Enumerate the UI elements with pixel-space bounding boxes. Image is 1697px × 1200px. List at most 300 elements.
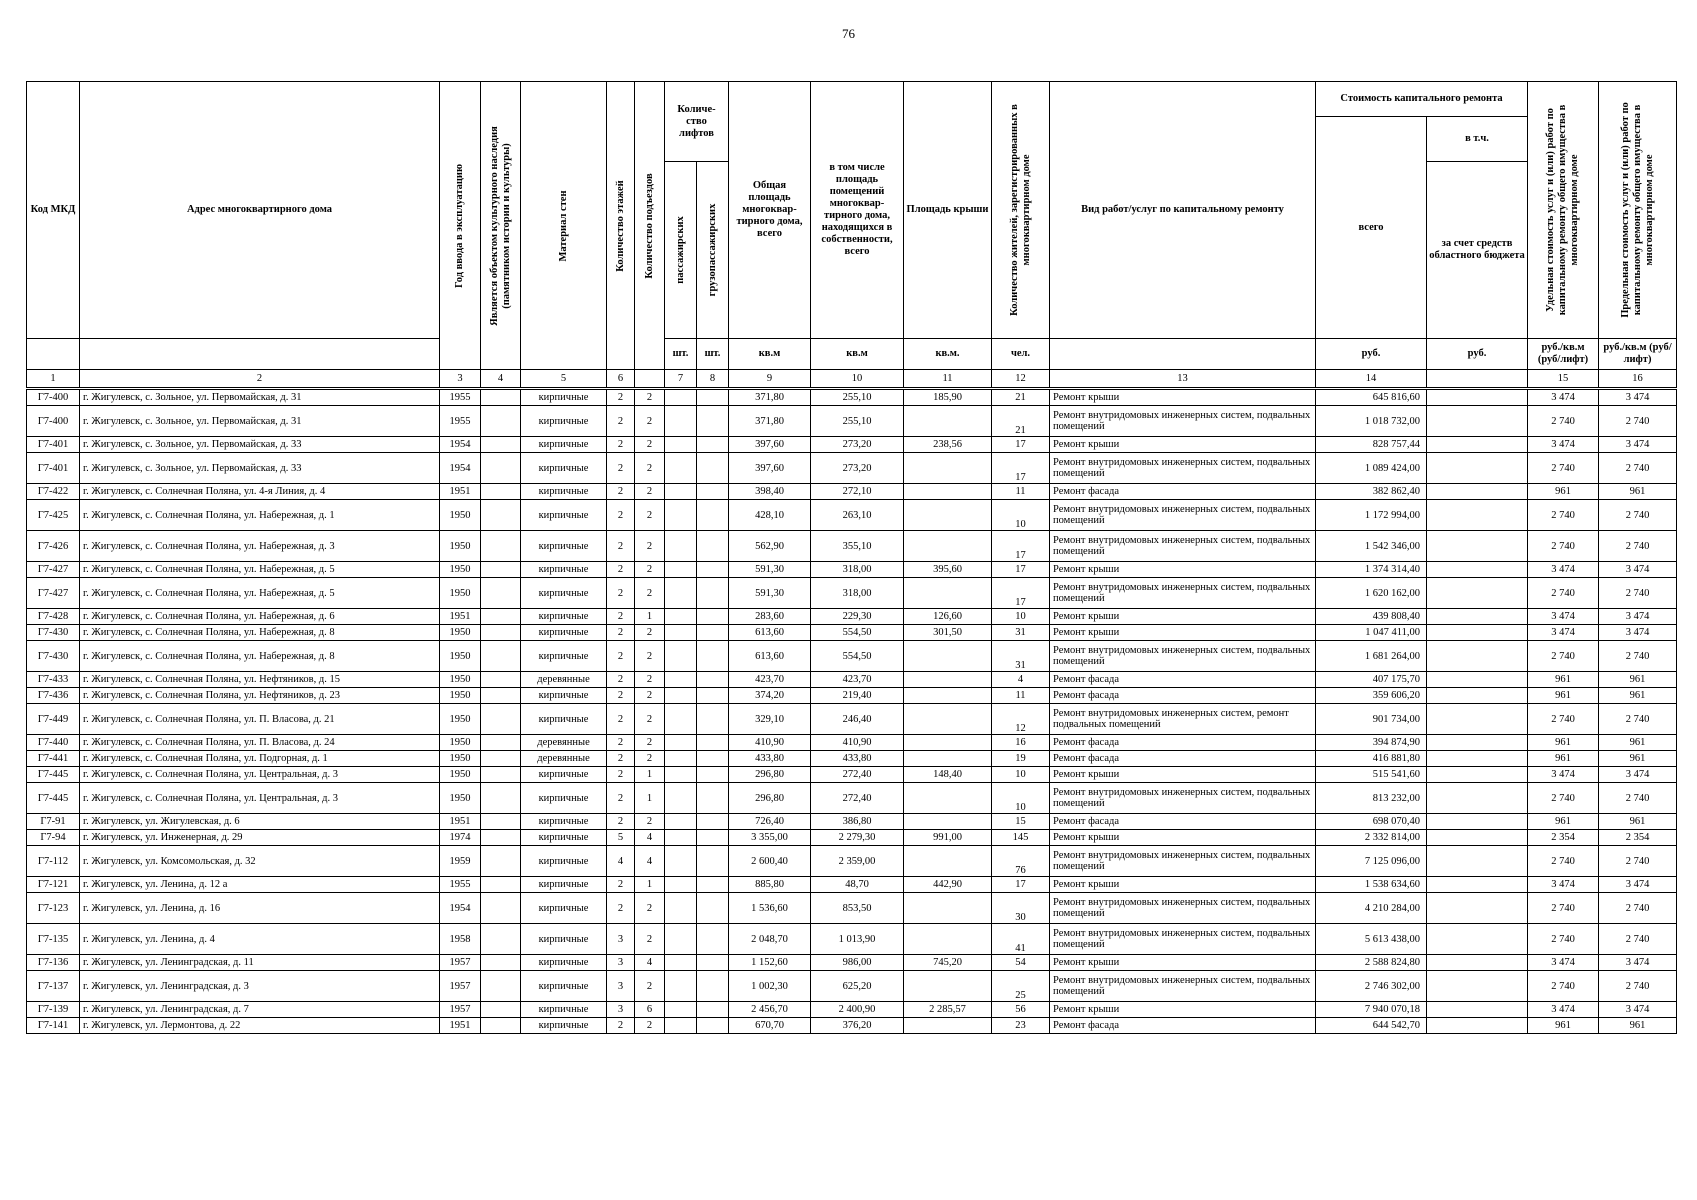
colnum-9: 9 bbox=[729, 370, 811, 389]
cell-cost-total: 828 757,44 bbox=[1316, 437, 1427, 453]
cell-cost-regional bbox=[1427, 484, 1528, 500]
table-row bbox=[27, 830, 1677, 846]
unit-cost-regional: руб. bbox=[1427, 339, 1528, 370]
table-row bbox=[27, 437, 1677, 453]
unit-total-area: кв.м bbox=[729, 339, 811, 370]
cell-heritage bbox=[481, 437, 521, 453]
unit-address-empty bbox=[80, 339, 440, 370]
cell-lifts-cargo bbox=[697, 672, 729, 688]
cell-work-type: Ремонт внутридомовых инженерных систем, ремонт подвальных помещений bbox=[1050, 704, 1316, 735]
cell-limit-cost: 2 740 bbox=[1599, 500, 1677, 531]
cell-heritage bbox=[481, 562, 521, 578]
cell-lifts-pass bbox=[665, 484, 697, 500]
cell-heritage bbox=[481, 767, 521, 783]
cell-limit-cost: 961 bbox=[1599, 1018, 1677, 1034]
table-row bbox=[27, 453, 1677, 484]
cell-floors: 2 bbox=[607, 562, 635, 578]
table-row bbox=[27, 751, 1677, 767]
cell-code: Г7-449 bbox=[27, 704, 80, 735]
cell-year: 1955 bbox=[440, 877, 481, 893]
cell-cost-total: 645 816,60 bbox=[1316, 389, 1427, 406]
header-limit-cost: Предельная стоимость услуг и (или) работ по капитальному ремонту общего имущества в многоквартирном доме bbox=[1599, 82, 1677, 339]
unit-residents: чел. bbox=[992, 339, 1050, 370]
cell-unit-cost: 3 474 bbox=[1528, 389, 1599, 406]
cell-material: деревянные bbox=[521, 751, 607, 767]
cell-cost-regional bbox=[1427, 767, 1528, 783]
cell-owned-area: 433,80 bbox=[811, 751, 904, 767]
cell-cost-regional bbox=[1427, 955, 1528, 971]
cell-roof-area bbox=[904, 641, 992, 672]
cell-unit-cost: 3 474 bbox=[1528, 955, 1599, 971]
colnum-5: 5 bbox=[521, 370, 607, 389]
cell-year: 1957 bbox=[440, 971, 481, 1002]
header-incl: в т.ч. bbox=[1427, 117, 1528, 162]
cell-unit-cost: 3 474 bbox=[1528, 562, 1599, 578]
table-row bbox=[27, 877, 1677, 893]
cell-total-area: 613,60 bbox=[729, 625, 811, 641]
cell-work-type: Ремонт внутридомовых инженерных систем, подвальных помещений bbox=[1050, 500, 1316, 531]
cell-address: г. Жигулевск, ул. Ленинградская, д. 11 bbox=[80, 955, 440, 971]
cell-lifts-cargo bbox=[697, 751, 729, 767]
capital-repair-table bbox=[26, 81, 1677, 1034]
cell-roof-area: 745,20 bbox=[904, 955, 992, 971]
cell-residents: 17 bbox=[992, 437, 1050, 453]
cell-owned-area: 355,10 bbox=[811, 531, 904, 562]
cell-material: кирпичные bbox=[521, 484, 607, 500]
cell-floors: 5 bbox=[607, 830, 635, 846]
cell-code: Г7-112 bbox=[27, 846, 80, 877]
cell-heritage bbox=[481, 531, 521, 562]
cell-lifts-pass bbox=[665, 783, 697, 814]
cell-cost-regional bbox=[1427, 893, 1528, 924]
cell-floors: 2 bbox=[607, 767, 635, 783]
cell-owned-area: 272,10 bbox=[811, 484, 904, 500]
cell-cost-regional bbox=[1427, 830, 1528, 846]
cell-lifts-cargo bbox=[697, 971, 729, 1002]
cell-unit-cost: 3 474 bbox=[1528, 767, 1599, 783]
cell-roof-area bbox=[904, 971, 992, 1002]
cell-entrances: 4 bbox=[635, 846, 665, 877]
cell-owned-area: 255,10 bbox=[811, 389, 904, 406]
cell-roof-area: 185,90 bbox=[904, 389, 992, 406]
cell-work-type: Ремонт крыши bbox=[1050, 877, 1316, 893]
cell-floors: 2 bbox=[607, 783, 635, 814]
cell-cost-total: 439 808,40 bbox=[1316, 609, 1427, 625]
cell-lifts-pass bbox=[665, 955, 697, 971]
cell-year: 1950 bbox=[440, 625, 481, 641]
cell-unit-cost: 2 740 bbox=[1528, 531, 1599, 562]
cell-owned-area: 386,80 bbox=[811, 814, 904, 830]
cell-residents: 16 bbox=[992, 735, 1050, 751]
table-row bbox=[27, 1002, 1677, 1018]
cell-floors: 2 bbox=[607, 437, 635, 453]
cell-year: 1954 bbox=[440, 453, 481, 484]
cell-code: Г7-427 bbox=[27, 562, 80, 578]
cell-roof-area bbox=[904, 814, 992, 830]
cell-heritage bbox=[481, 735, 521, 751]
cell-entrances: 2 bbox=[635, 1018, 665, 1034]
cell-address: г. Жигулевск, с. Солнечная Поляна, ул. Набережная, д. 3 bbox=[80, 531, 440, 562]
cell-owned-area: 625,20 bbox=[811, 971, 904, 1002]
cell-lifts-cargo bbox=[697, 389, 729, 406]
cell-address: г. Жигулевск, ул. Лермонтова, д. 22 bbox=[80, 1018, 440, 1034]
cell-limit-cost: 961 bbox=[1599, 814, 1677, 830]
cell-roof-area: 148,40 bbox=[904, 767, 992, 783]
cell-material: кирпичные bbox=[521, 453, 607, 484]
cell-code: Г7-445 bbox=[27, 783, 80, 814]
cell-residents: 10 bbox=[992, 767, 1050, 783]
cell-limit-cost: 3 474 bbox=[1599, 389, 1677, 406]
cell-limit-cost: 2 740 bbox=[1599, 453, 1677, 484]
cell-unit-cost: 3 474 bbox=[1528, 437, 1599, 453]
cell-cost-total: 1 047 411,00 bbox=[1316, 625, 1427, 641]
table-row bbox=[27, 500, 1677, 531]
cell-residents: 54 bbox=[992, 955, 1050, 971]
cell-limit-cost: 2 740 bbox=[1599, 531, 1677, 562]
colnum-14: 14 bbox=[1316, 370, 1427, 389]
cell-roof-area: 301,50 bbox=[904, 625, 992, 641]
cell-entrances: 2 bbox=[635, 437, 665, 453]
cell-lifts-pass bbox=[665, 893, 697, 924]
cell-total-area: 1 152,60 bbox=[729, 955, 811, 971]
cell-lifts-pass bbox=[665, 971, 697, 1002]
cell-residents: 12 bbox=[992, 704, 1050, 735]
table-row bbox=[27, 971, 1677, 1002]
cell-lifts-pass bbox=[665, 609, 697, 625]
cell-total-area: 1 002,30 bbox=[729, 971, 811, 1002]
cell-code: Г7-422 bbox=[27, 484, 80, 500]
table-row bbox=[27, 672, 1677, 688]
table-row bbox=[27, 389, 1677, 406]
cell-lifts-pass bbox=[665, 453, 697, 484]
cell-cost-total: 698 070,40 bbox=[1316, 814, 1427, 830]
cell-owned-area: 246,40 bbox=[811, 704, 904, 735]
cell-work-type: Ремонт фасада bbox=[1050, 1018, 1316, 1034]
cell-year: 1950 bbox=[440, 641, 481, 672]
cell-year: 1951 bbox=[440, 1018, 481, 1034]
cell-work-type: Ремонт крыши bbox=[1050, 767, 1316, 783]
cell-owned-area: 318,00 bbox=[811, 562, 904, 578]
cell-cost-total: 2 588 824,80 bbox=[1316, 955, 1427, 971]
cell-unit-cost: 2 740 bbox=[1528, 641, 1599, 672]
cell-limit-cost: 961 bbox=[1599, 688, 1677, 704]
cell-unit-cost: 961 bbox=[1528, 672, 1599, 688]
table-row bbox=[27, 531, 1677, 562]
cell-address: г. Жигулевск, с. Солнечная Поляна, ул. 4-я Линия, д. 4 bbox=[80, 484, 440, 500]
cell-cost-total: 1 089 424,00 bbox=[1316, 453, 1427, 484]
cell-cost-regional bbox=[1427, 971, 1528, 1002]
cell-work-type: Ремонт внутридомовых инженерных систем, подвальных помещений bbox=[1050, 406, 1316, 437]
cell-lifts-cargo bbox=[697, 484, 729, 500]
cell-material: кирпичные bbox=[521, 971, 607, 1002]
cell-year: 1951 bbox=[440, 609, 481, 625]
cell-material: кирпичные bbox=[521, 406, 607, 437]
colnum-10: 10 bbox=[811, 370, 904, 389]
table-header bbox=[27, 82, 1677, 389]
cell-entrances: 2 bbox=[635, 688, 665, 704]
cell-work-type: Ремонт крыши bbox=[1050, 830, 1316, 846]
cell-address: г. Жигулевск, с. Зольное, ул. Первомайская, д. 31 bbox=[80, 389, 440, 406]
cell-cost-regional bbox=[1427, 389, 1528, 406]
colnum-blank-2 bbox=[1427, 370, 1528, 389]
cell-owned-area: 853,50 bbox=[811, 893, 904, 924]
cell-cost-regional bbox=[1427, 688, 1528, 704]
cell-floors: 2 bbox=[607, 609, 635, 625]
cell-floors: 2 bbox=[607, 735, 635, 751]
unit-unit-cost: руб./кв.м (руб/лифт) bbox=[1528, 339, 1599, 370]
cell-owned-area: 986,00 bbox=[811, 955, 904, 971]
cell-entrances: 2 bbox=[635, 893, 665, 924]
cell-total-area: 885,80 bbox=[729, 877, 811, 893]
cell-residents: 30 bbox=[992, 893, 1050, 924]
header-lifts-passenger: пассажирских bbox=[665, 162, 697, 339]
cell-residents: 11 bbox=[992, 688, 1050, 704]
cell-material: кирпичные bbox=[521, 1002, 607, 1018]
cell-lifts-pass bbox=[665, 688, 697, 704]
cell-code: Г7-427 bbox=[27, 578, 80, 609]
cell-lifts-pass bbox=[665, 562, 697, 578]
cell-residents: 10 bbox=[992, 500, 1050, 531]
cell-cost-total: 2 332 814,00 bbox=[1316, 830, 1427, 846]
cell-lifts-pass bbox=[665, 406, 697, 437]
cell-cost-regional bbox=[1427, 453, 1528, 484]
cell-material: кирпичные bbox=[521, 846, 607, 877]
cell-roof-area: 126,60 bbox=[904, 609, 992, 625]
table-row bbox=[27, 955, 1677, 971]
table-row bbox=[27, 924, 1677, 955]
cell-unit-cost: 2 740 bbox=[1528, 578, 1599, 609]
cell-owned-area: 272,40 bbox=[811, 783, 904, 814]
cell-entrances: 4 bbox=[635, 955, 665, 971]
cell-work-type: Ремонт крыши bbox=[1050, 955, 1316, 971]
cell-lifts-pass bbox=[665, 1002, 697, 1018]
cell-lifts-cargo bbox=[697, 1002, 729, 1018]
cell-floors: 2 bbox=[607, 704, 635, 735]
cell-address: г. Жигулевск, с. Солнечная Поляна, ул. Набережная, д. 1 bbox=[80, 500, 440, 531]
cell-work-type: Ремонт внутридомовых инженерных систем, подвальных помещений bbox=[1050, 641, 1316, 672]
cell-lifts-cargo bbox=[697, 830, 729, 846]
cell-owned-area: 2 279,30 bbox=[811, 830, 904, 846]
cell-cost-total: 394 874,90 bbox=[1316, 735, 1427, 751]
cell-lifts-pass bbox=[665, 389, 697, 406]
cell-address: г. Жигулевск, ул. Ленинградская, д. 3 bbox=[80, 971, 440, 1002]
cell-year: 1955 bbox=[440, 389, 481, 406]
header-entrances: Количество подъездов bbox=[635, 82, 665, 370]
cell-material: кирпичные bbox=[521, 500, 607, 531]
cell-lifts-pass bbox=[665, 672, 697, 688]
unit-lifts-cargo: шт. bbox=[697, 339, 729, 370]
cell-entrances: 2 bbox=[635, 641, 665, 672]
cell-cost-total: 515 541,60 bbox=[1316, 767, 1427, 783]
cell-floors: 2 bbox=[607, 688, 635, 704]
cell-cost-regional bbox=[1427, 672, 1528, 688]
cell-code: Г7-445 bbox=[27, 767, 80, 783]
cell-code: Г7-401 bbox=[27, 437, 80, 453]
cell-address: г. Жигулевск, с. Солнечная Поляна, ул. Набережная, д. 5 bbox=[80, 562, 440, 578]
cell-lifts-pass bbox=[665, 578, 697, 609]
cell-entrances: 2 bbox=[635, 406, 665, 437]
cell-year: 1950 bbox=[440, 500, 481, 531]
cell-code: Г7-436 bbox=[27, 688, 80, 704]
cell-residents: 17 bbox=[992, 877, 1050, 893]
cell-residents: 15 bbox=[992, 814, 1050, 830]
cell-entrances: 1 bbox=[635, 783, 665, 814]
cell-cost-total: 4 210 284,00 bbox=[1316, 893, 1427, 924]
cell-owned-area: 410,90 bbox=[811, 735, 904, 751]
cell-lifts-pass bbox=[665, 437, 697, 453]
cell-residents: 76 bbox=[992, 846, 1050, 877]
cell-roof-area bbox=[904, 893, 992, 924]
cell-total-area: 726,40 bbox=[729, 814, 811, 830]
table-row bbox=[27, 641, 1677, 672]
cell-lifts-cargo bbox=[697, 578, 729, 609]
cell-year: 1950 bbox=[440, 735, 481, 751]
cell-code: Г7-137 bbox=[27, 971, 80, 1002]
cell-total-area: 398,40 bbox=[729, 484, 811, 500]
cell-address: г. Жигулевск, ул. Инженерная, д. 29 bbox=[80, 830, 440, 846]
cell-cost-total: 1 542 346,00 bbox=[1316, 531, 1427, 562]
header-residents: Количество жителей, зарегистрированных в многоквартирном доме bbox=[992, 82, 1050, 339]
table-row bbox=[27, 735, 1677, 751]
cell-lifts-cargo bbox=[697, 704, 729, 735]
colnum-16: 16 bbox=[1599, 370, 1677, 389]
cell-limit-cost: 3 474 bbox=[1599, 1002, 1677, 1018]
cell-limit-cost: 2 740 bbox=[1599, 406, 1677, 437]
cell-heritage bbox=[481, 672, 521, 688]
colnum-8: 8 bbox=[697, 370, 729, 389]
cell-heritage bbox=[481, 625, 521, 641]
cell-lifts-cargo bbox=[697, 500, 729, 531]
cell-limit-cost: 961 bbox=[1599, 672, 1677, 688]
cell-heritage bbox=[481, 893, 521, 924]
cell-owned-area: 2 359,00 bbox=[811, 846, 904, 877]
cell-roof-area bbox=[904, 531, 992, 562]
cell-cost-total: 7 940 070,18 bbox=[1316, 1002, 1427, 1018]
cell-unit-cost: 2 740 bbox=[1528, 971, 1599, 1002]
cell-heritage bbox=[481, 877, 521, 893]
cell-total-area: 591,30 bbox=[729, 562, 811, 578]
header-roof-area: Площадь крыши bbox=[904, 82, 992, 339]
cell-year: 1954 bbox=[440, 893, 481, 924]
cell-owned-area: 1 013,90 bbox=[811, 924, 904, 955]
cell-heritage bbox=[481, 609, 521, 625]
cell-cost-total: 359 606,20 bbox=[1316, 688, 1427, 704]
cell-lifts-pass bbox=[665, 641, 697, 672]
cell-cost-regional bbox=[1427, 562, 1528, 578]
cell-limit-cost: 3 474 bbox=[1599, 437, 1677, 453]
cell-heritage bbox=[481, 500, 521, 531]
cell-limit-cost: 3 474 bbox=[1599, 625, 1677, 641]
cell-heritage bbox=[481, 641, 521, 672]
cell-code: Г7-400 bbox=[27, 406, 80, 437]
cell-code: Г7-430 bbox=[27, 641, 80, 672]
colnum-1: 1 bbox=[27, 370, 80, 389]
colnum-7: 7 bbox=[665, 370, 697, 389]
colnum-12: 12 bbox=[992, 370, 1050, 389]
cell-code: Г7-426 bbox=[27, 531, 80, 562]
cell-owned-area: 255,10 bbox=[811, 406, 904, 437]
cell-roof-area bbox=[904, 735, 992, 751]
header-work: Вид работ/услуг по капитальному ремонту bbox=[1050, 82, 1316, 339]
cell-address: г. Жигулевск, ул. Жигулевская, д. 6 bbox=[80, 814, 440, 830]
cell-lifts-cargo bbox=[697, 1018, 729, 1034]
cell-floors: 2 bbox=[607, 531, 635, 562]
cell-limit-cost: 961 bbox=[1599, 484, 1677, 500]
cell-entrances: 2 bbox=[635, 389, 665, 406]
column-number-row bbox=[27, 370, 1677, 389]
cell-work-type: Ремонт внутридомовых инженерных систем, подвальных помещений bbox=[1050, 924, 1316, 955]
cell-heritage bbox=[481, 406, 521, 437]
colnum-13: 13 bbox=[1050, 370, 1316, 389]
cell-address: г. Жигулевск, с. Зольное, ул. Первомайская, д. 31 bbox=[80, 406, 440, 437]
cell-floors: 3 bbox=[607, 955, 635, 971]
cell-cost-total: 644 542,70 bbox=[1316, 1018, 1427, 1034]
cell-year: 1950 bbox=[440, 531, 481, 562]
cell-code: Г7-400 bbox=[27, 389, 80, 406]
cell-owned-area: 554,50 bbox=[811, 625, 904, 641]
cell-code: Г7-430 bbox=[27, 625, 80, 641]
cell-limit-cost: 2 740 bbox=[1599, 924, 1677, 955]
cell-work-type: Ремонт крыши bbox=[1050, 437, 1316, 453]
cell-roof-area bbox=[904, 783, 992, 814]
cell-limit-cost: 2 740 bbox=[1599, 971, 1677, 1002]
cell-year: 1950 bbox=[440, 751, 481, 767]
cell-entrances: 2 bbox=[635, 562, 665, 578]
cell-work-type: Ремонт крыши bbox=[1050, 625, 1316, 641]
cell-residents: 21 bbox=[992, 406, 1050, 437]
table-row bbox=[27, 783, 1677, 814]
cell-heritage bbox=[481, 688, 521, 704]
cell-heritage bbox=[481, 846, 521, 877]
cell-year: 1950 bbox=[440, 767, 481, 783]
cell-residents: 23 bbox=[992, 1018, 1050, 1034]
header-unit-cost: Удельная стоимость услуг и (или) работ по капитальному ремонту общего имущества в многоквартирном доме bbox=[1528, 82, 1599, 339]
header-material: Материал стен bbox=[521, 82, 607, 370]
cell-residents: 17 bbox=[992, 578, 1050, 609]
cell-material: кирпичные bbox=[521, 783, 607, 814]
cell-cost-regional bbox=[1427, 578, 1528, 609]
cell-heritage bbox=[481, 389, 521, 406]
cell-unit-cost: 3 474 bbox=[1528, 877, 1599, 893]
cell-work-type: Ремонт крыши bbox=[1050, 389, 1316, 406]
cell-owned-area: 229,30 bbox=[811, 609, 904, 625]
cell-cost-regional bbox=[1427, 783, 1528, 814]
cell-material: кирпичные bbox=[521, 924, 607, 955]
cell-total-area: 296,80 bbox=[729, 767, 811, 783]
cell-cost-regional bbox=[1427, 406, 1528, 437]
cell-floors: 2 bbox=[607, 672, 635, 688]
cell-limit-cost: 961 bbox=[1599, 751, 1677, 767]
cell-owned-area: 2 400,90 bbox=[811, 1002, 904, 1018]
cell-limit-cost: 2 354 bbox=[1599, 830, 1677, 846]
cell-cost-total: 407 175,70 bbox=[1316, 672, 1427, 688]
cell-cost-total: 2 746 302,00 bbox=[1316, 971, 1427, 1002]
cell-entrances: 2 bbox=[635, 500, 665, 531]
cell-limit-cost: 961 bbox=[1599, 735, 1677, 751]
cell-address: г. Жигулевск, ул. Ленина, д. 16 bbox=[80, 893, 440, 924]
cell-entrances: 2 bbox=[635, 531, 665, 562]
cell-floors: 2 bbox=[607, 500, 635, 531]
cell-roof-area bbox=[904, 924, 992, 955]
cell-cost-total: 5 613 438,00 bbox=[1316, 924, 1427, 955]
cell-code: Г7-440 bbox=[27, 735, 80, 751]
table-row bbox=[27, 562, 1677, 578]
cell-unit-cost: 961 bbox=[1528, 484, 1599, 500]
cell-total-area: 410,90 bbox=[729, 735, 811, 751]
cell-heritage bbox=[481, 924, 521, 955]
cell-unit-cost: 2 740 bbox=[1528, 783, 1599, 814]
cell-material: кирпичные bbox=[521, 641, 607, 672]
